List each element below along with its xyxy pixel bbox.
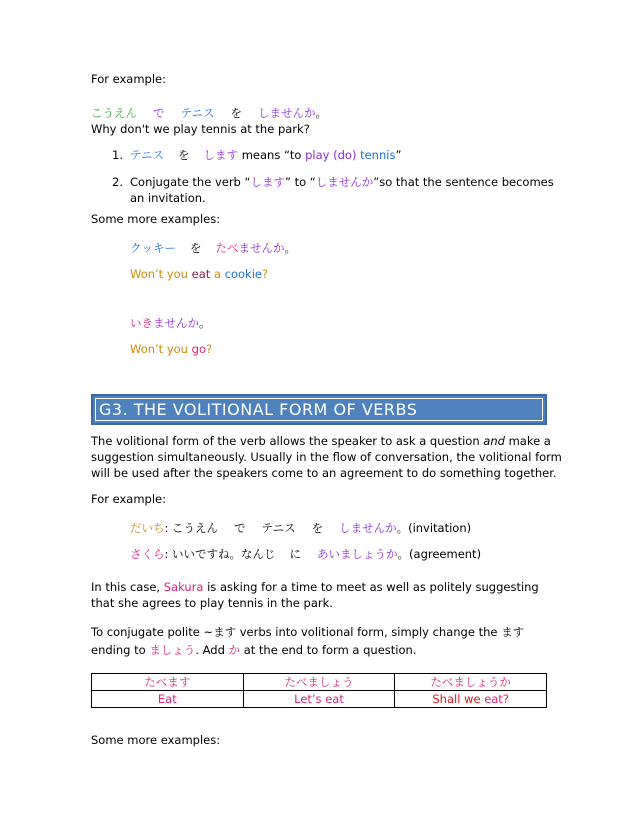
dialogue-line-sakura: さくら: いいですね。なんじ に あいましょうか。(agreement)	[130, 547, 482, 561]
more-examples-heading-2: Some more examples:	[91, 733, 221, 747]
para-1-line-3: will be used after the speakers come to an agreement to do something together.	[91, 466, 557, 480]
table-cell: たべます	[92, 674, 244, 691]
more-examples-heading: Some more examples:	[91, 212, 221, 226]
table-cell: Eat	[92, 691, 244, 708]
example-jp-line: こうえん で テニス を しませんか。	[91, 106, 328, 120]
more-example-1-en: Won’t you eat a cookie?	[130, 267, 269, 281]
para-3-line-1: To conjugate polite ~ます verbs into volitional form, simply change the ます	[91, 625, 525, 639]
list-item-2: 2. Conjugate the verb “します” to “しませんか”so that the sentence becomes	[112, 175, 554, 189]
dialogue-line-daichi: だいち: こうえん で テニス を しませんか。(invitation)	[130, 521, 472, 535]
para-2-line-1: In this case, Sakura is asking for a time to meet as well as politely suggesting	[91, 580, 539, 594]
table-cell: たべましょう	[243, 674, 395, 691]
table-cell: たべましょうか	[395, 674, 547, 691]
section-title: G3. THE VOLITIONAL FORM OF VERBS	[99, 400, 418, 419]
more-example-2-en: Won’t you go?	[130, 342, 213, 356]
speaker-sakura: さくら	[130, 547, 165, 561]
para-3-line-2: ending to ましょう. Add か at the end to form a question.	[91, 643, 417, 657]
para-1-line-1: The volitional form of the verb allows the speaker to ask a question and make a	[91, 434, 551, 448]
table-row	[92, 674, 547, 691]
more-example-1-jp: クッキー を たべませんか。	[130, 241, 296, 255]
section-banner	[91, 394, 547, 425]
table-cell: Let’s eat	[243, 691, 395, 708]
table-row	[92, 691, 547, 708]
more-example-2-jp: いきませんか。	[130, 316, 211, 330]
example-en-line: Why don't we play tennis at the park?	[91, 122, 310, 136]
para-1-line-2: suggestion simultaneously. Usually in the flow of conversation, the volitional form	[91, 450, 562, 464]
list-item-1: 1. テニス を します means “to play (do) tennis”	[112, 148, 402, 162]
conjugation-table	[91, 673, 547, 708]
list-item-2-line2: an invitation.	[130, 191, 206, 205]
para-2-line-2: that she agrees to play tennis in the park.	[91, 596, 333, 610]
table-cell: Shall we eat?	[395, 691, 547, 708]
for-example-label: For example:	[91, 72, 166, 86]
speaker-daichi: だいち	[130, 521, 165, 535]
for-example-label-2: For example:	[91, 492, 166, 506]
